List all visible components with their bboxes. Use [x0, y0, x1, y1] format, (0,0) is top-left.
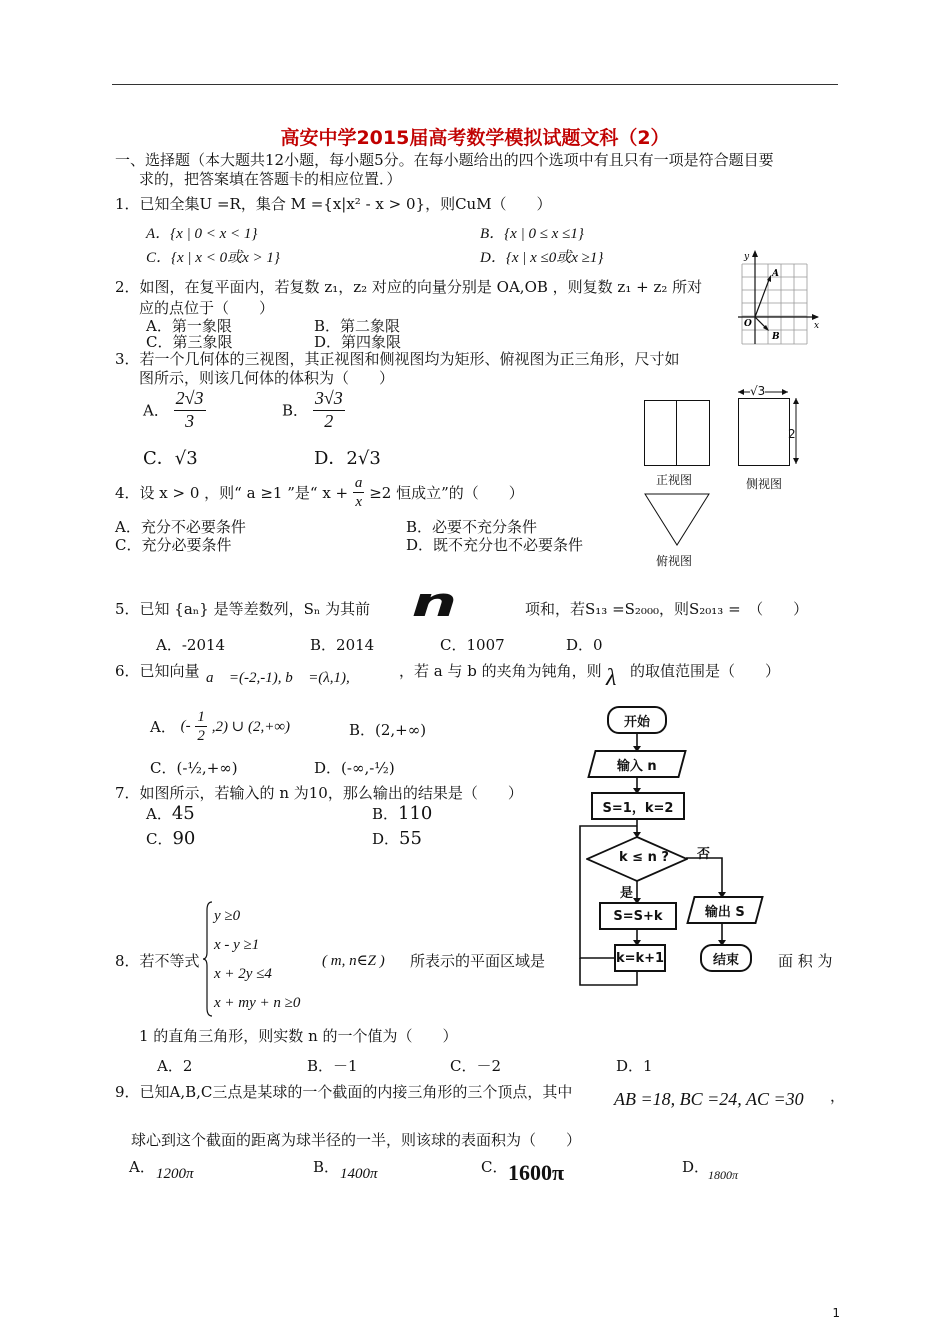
header-rule: [112, 84, 838, 85]
q8-inequality-3: x + 2y ≤4: [214, 966, 272, 982]
q7-c-label: C．: [146, 830, 173, 848]
q8-inequality-1: y ≥0: [214, 908, 241, 924]
q3-option-a-fraction: [174, 388, 206, 432]
flowchart-update: S=S+k: [599, 902, 677, 930]
q9-option-a: 1200π: [156, 1166, 194, 1182]
q3-stem-line1: 3．若一个几何体的三视图，其正视图和侧视图均为矩形、俯视图为正三角形，尺寸如: [115, 350, 680, 368]
top-view-triangle: [644, 493, 710, 547]
flowchart-end: 结束: [700, 944, 752, 972]
q3-stem-line2: 图所示，则该几何体的体积为（ ）: [139, 369, 395, 387]
q9-option-b-label: B．: [313, 1158, 340, 1176]
q8-option-c: C．－2: [450, 1057, 502, 1075]
q9-option-c: 1600π: [508, 1160, 565, 1185]
q5-big-n: n: [411, 580, 458, 626]
q6-option-a-post: ,2) ∪ (2,+∞): [211, 719, 291, 735]
q8-stem-tail: 面 积 为: [778, 952, 833, 970]
q9-option-a-label: A．: [129, 1158, 155, 1176]
q6-vectors: a⃗ =(-2,-1), b⃗ =(λ,1),: [206, 670, 350, 686]
q7-d-value: 55: [399, 828, 422, 849]
q3-option-c: C．√3: [143, 448, 198, 469]
section-heading-line2: 求的，把答案填在答题卡的相应位置．）: [139, 170, 402, 188]
q9-option-c-label: C．: [481, 1158, 508, 1176]
flowchart-output-text: 输出 S: [705, 904, 745, 920]
q7-a-label: A．: [146, 805, 172, 823]
side-view-caption: 侧视图: [746, 477, 783, 491]
q6-stem-c: 的取值范围是（ ）: [630, 662, 781, 680]
q7-option-a: [146, 803, 195, 824]
q9-given-lengths: AB =18, BC =24, AC =30: [614, 1089, 804, 1109]
side-view-height-label: 2: [788, 427, 796, 441]
side-view-dimensions: [730, 378, 810, 470]
q8-option-b: B．－1: [307, 1057, 358, 1075]
q3-option-a-label: A．: [143, 401, 169, 420]
q6-stem-b: ，若 a 与 b 的夹角为钝角，则: [399, 662, 602, 680]
q6-a-numerator: 1: [197, 709, 205, 725]
q1-option-a: A．{x | 0 < x < 1}: [146, 226, 258, 242]
q6-a-denominator: 2: [197, 728, 205, 744]
q1-option-b: B．{x | 0 ≤ x ≤1}: [480, 226, 584, 242]
q7-stem: 7．如图所示，若输入的 n 为10，那么输出的结果是（ ）: [115, 784, 523, 802]
q3-option-b: [282, 388, 345, 432]
q8-inequality-2: x - y ≥1: [214, 937, 260, 953]
y-axis-label: y: [744, 252, 750, 262]
flowchart-condition-text: k ≤ n ?: [619, 850, 669, 865]
q7-d-label: D．: [372, 830, 400, 848]
q4-stem-a: 4．设 x > 0 ，则“ a ≥1 ”是“ x +: [115, 484, 349, 502]
q5-option-b: B．2014: [310, 636, 375, 654]
complex-plane-figure: [730, 248, 825, 348]
q9-stem-line2: 球心到这个截面的距离为球半径的一半，则该球的表面积为（ ）: [131, 1131, 582, 1149]
q4-option-d: D．既不充分也不必要条件: [406, 536, 584, 554]
q8-option-d: D．1: [616, 1057, 653, 1075]
flowchart-init: S=1，k=2: [591, 792, 685, 820]
q8-stem-line2: 1 的直角三角形，则实数 n 的一个值为（ ）: [139, 1027, 458, 1045]
q3-option-b-fraction: [313, 388, 345, 432]
q9-option-d: 1800π: [708, 1168, 739, 1182]
q2-option-b: B．第二象限: [314, 317, 401, 335]
q8-stem-mid: 所表示的平面区域是: [410, 952, 546, 970]
origin-label: O: [744, 319, 752, 329]
q6-option-b: B．(2,+∞): [349, 721, 427, 739]
q7-option-b: [372, 803, 432, 824]
q1-stem: 1．已知全集U =R，集合 M ={x|x² - x > 0}，则CuM（ ）: [115, 195, 552, 213]
q4-option-c: C．充分必要条件: [115, 536, 232, 554]
q4-stem-b: ≥2 恒成立”的（ ）: [369, 484, 524, 502]
x-axis-label: x: [814, 321, 820, 331]
page-title: 高安中学2015届高考数学模拟试题文科（2）: [280, 127, 670, 149]
q2-stem-line1: 2．如图，在复平面内，若复数 z₁，z₂ 对应的向量分别是 OA,OB ，则复数 z₁ + z₂ 所对: [115, 278, 703, 296]
q3-b-numerator: 3√3: [313, 388, 345, 411]
q2-stem-line2: 应的点位于（ ）: [139, 299, 275, 317]
q6-option-c: C．(-½,+∞): [150, 759, 238, 777]
q3-option-a: [143, 388, 206, 432]
flowchart-output: [686, 896, 764, 924]
q7-c-value: 90: [172, 828, 196, 849]
flowchart-input: [587, 750, 687, 778]
q8-system-brace: [202, 900, 214, 1018]
front-view-caption: 正视图: [656, 473, 693, 487]
q6-option-a-fraction: [195, 708, 207, 745]
q4-option-a: A．充分不必要条件: [115, 518, 246, 536]
q5-stem-b: 项和，若S₁₃ =S₂₀₀₀，则S₂₀₁₃ = （ ）: [525, 600, 809, 618]
q6-stem-a: 6．已知向量: [115, 662, 200, 680]
q8-option-a: A．2: [157, 1057, 193, 1075]
q8-condition: ( m, n∈Z ): [322, 953, 385, 969]
q7-b-value: 110: [398, 803, 433, 824]
q1-option-d: D．{x | x ≤0或x ≥1}: [480, 250, 604, 266]
q8-inequality-4: x + my + n ≥0: [214, 995, 301, 1011]
q5-option-a: A．-2014: [156, 636, 226, 654]
q7-b-label: B．: [372, 805, 399, 823]
q5-option-d: D．0: [566, 636, 603, 654]
q6-option-a-pre: (-: [180, 718, 191, 734]
flowchart-start: 开始: [607, 706, 667, 734]
flowchart-input-text: 输入 n: [617, 758, 657, 774]
q5-stem-a: 5．已知 {aₙ} 是等差数列，Sₙ 为其前: [115, 600, 371, 618]
q9-option-b: 1400π: [340, 1166, 378, 1182]
q6-option-d: D．(-∞,-½): [314, 759, 395, 777]
q9-comma: ，: [830, 1087, 846, 1105]
q2-option-a: A．第一象限: [146, 317, 232, 335]
q9-option-d-label: D．: [682, 1158, 710, 1176]
q4-option-b: B．必要不充分条件: [406, 518, 538, 536]
top-view-caption: 俯视图: [656, 554, 693, 568]
section-heading-line1: 一、选择题（本大题共12小题，每小题5分。在每小题给出的四个选项中有且只有一项是符合题目要: [115, 151, 774, 169]
q6-lambda: λ: [606, 665, 617, 691]
q7-option-c: [146, 828, 195, 849]
q4-frac-numerator: a: [354, 475, 363, 491]
q3-a-numerator: 2√3: [174, 388, 206, 411]
q7-option-d: [372, 828, 422, 849]
q1-option-c: C．{x | x < 0或x > 1}: [146, 250, 280, 266]
q9-stem-line1: 9．已知A,B,C三点是某球的一个截面的内接三角形的三个顶点，其中: [115, 1083, 573, 1101]
q3-option-b-label: B．: [282, 401, 309, 420]
page-number: 1: [832, 1306, 840, 1320]
front-view-divider: [676, 401, 677, 465]
q8-label: 8．若不等式: [115, 952, 200, 970]
q3-a-denominator: 3: [185, 410, 195, 431]
q2-option-c: C．第三象限: [146, 333, 233, 351]
flowchart-yes-label: 是: [620, 886, 634, 901]
flowchart-no-label: 否: [697, 847, 711, 862]
point-a-label: A: [772, 269, 779, 279]
q3-b-denominator: 2: [324, 410, 334, 431]
point-b-label: B: [772, 332, 780, 342]
q4-stem: [115, 474, 524, 511]
front-view-rect: [644, 400, 710, 466]
q2-option-d: D．第四象限: [314, 333, 402, 351]
q4-frac-denominator: x: [355, 494, 362, 510]
q3-option-d: D．2√3: [314, 448, 381, 469]
q4-fraction: [353, 474, 365, 511]
q6-option-a: [150, 708, 290, 745]
q6-option-a-label: A．: [150, 718, 176, 736]
side-view-width-label: √3: [750, 384, 766, 398]
q5-option-c: C．1007: [440, 636, 505, 654]
q7-a-value: 45: [171, 803, 195, 824]
flowchart-increment: k=k+1: [614, 944, 666, 972]
